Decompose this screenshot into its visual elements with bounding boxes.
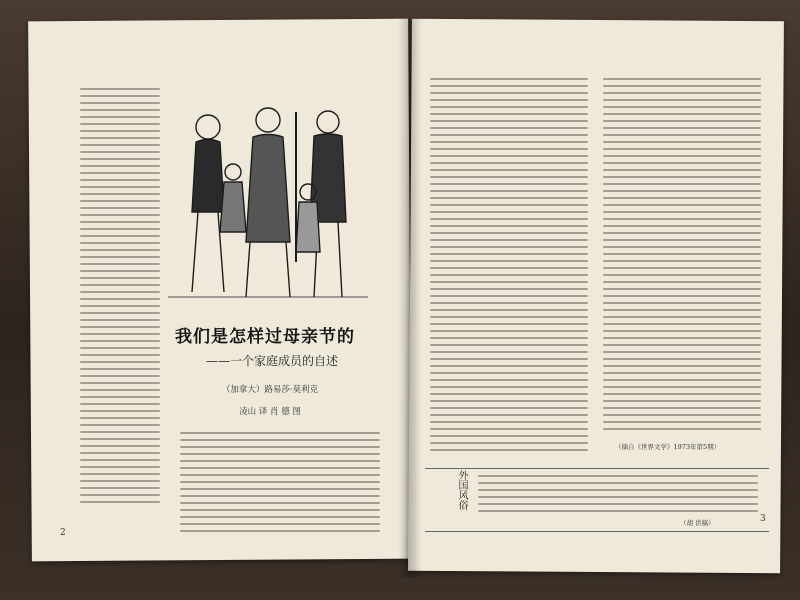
sidebar-credit: （胡 供稿） (680, 519, 715, 527)
article-translator: 凌山 译 肖 德 图 (239, 407, 301, 417)
page-number-left: 2 (60, 528, 66, 538)
source-note: （摘自《世界文学》1973年第5期） (615, 443, 721, 451)
left-lower-text (180, 432, 380, 537)
right-column-1 (430, 78, 588, 456)
page-number-right: 3 (760, 514, 766, 524)
article-title: 我们是怎样过母亲节的 (175, 327, 355, 347)
right-column-2 (603, 78, 761, 435)
sidebar-heading: 外国风俗 (456, 470, 467, 510)
family-illustration (168, 92, 368, 307)
left-body-text (80, 88, 160, 508)
book-spine (398, 18, 422, 578)
article-author: （加拿大）路易莎·莫利克 (221, 385, 319, 395)
sidebar-text (478, 475, 758, 517)
article-subtitle: ——一个家庭成员的自述 (205, 354, 338, 368)
